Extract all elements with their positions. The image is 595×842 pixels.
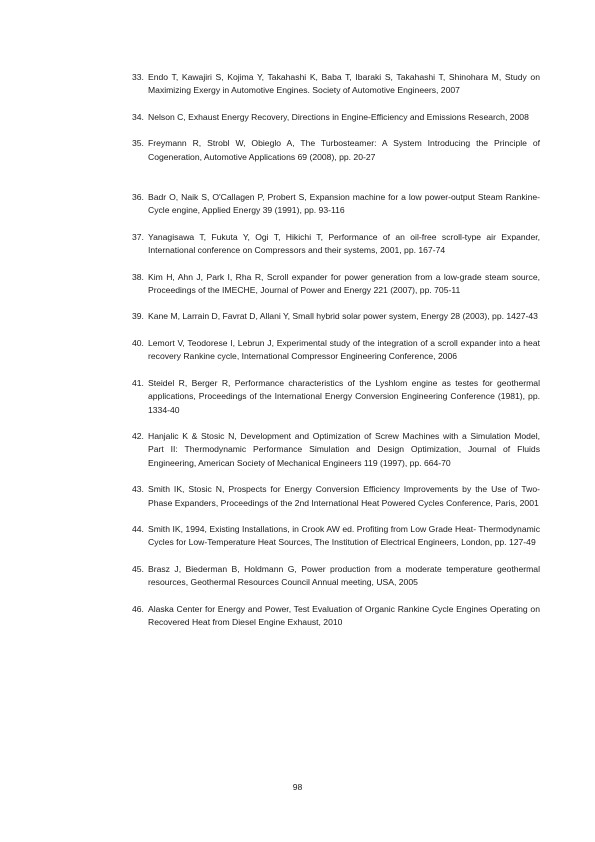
reference-item <box>132 603 540 630</box>
reference-text: Yanagisawa T, Fukuta Y, Ogi T, Hikichi T, Performance of an oil-free scroll-type air Expander, International conference on Compressors and their systems, 2001, pp. 167-74 <box>148 231 540 256</box>
reference-text: Steidel R, Berger R, Performance characteristics of the Lyshlom engine as testes for geothermal applications, Proceedings of the International Energy Conversion Engineering Conference (1981), pp. 1334-40 <box>148 377 540 415</box>
reference-number: 42. <box>132 430 144 441</box>
reference-number: 43. <box>132 484 144 495</box>
reference-item <box>132 111 540 124</box>
reference-text: Smith IK, 1994, Existing Installations, in Crook AW ed. Profiting from Low Grade Heat- Thermodynamic Cycles for Low-Temperature Heat Sources, The Institution of Electrical Engineers, London, pp. 127-49 <box>148 523 540 548</box>
reference-item <box>132 191 540 218</box>
page-number: 98 <box>292 782 303 792</box>
reference-list <box>132 71 540 642</box>
reference-text: Alaska Center for Energy and Power, Test Evaluation of Organic Rankine Cycle Engines Operating on Recovered Heat from Diesel Engine Exhaust, 2010 <box>148 603 540 627</box>
reference-text: Kane M, Larrain D, Favrat D, Allani Y, Small hybrid solar power system, Energy 28 (2003), pp. 1427-43 <box>148 311 538 322</box>
reference-item <box>132 483 540 510</box>
reference-number: 41. <box>132 377 144 388</box>
reference-item <box>132 231 540 258</box>
reference-number: 36. <box>132 192 144 203</box>
reference-text: Endo T, Kawajiri S, Kojima Y, Takahashi K, Baba T, Ibaraki S, Takahashi T, Shinohara M, Study on Maximizing Exergy in Automotive Engines. Society of Automotive Engineers, 2007 <box>148 72 540 96</box>
reference-text: Hanjalic K & Stosic N, Development and Optimization of Screw Machines with a Simulation Model, Part II: Thermodynamic Performance Simulation and Design Optimization, Journal of Fluids Engineering, American Society of Mechanical Engineers 119 (1997), pp. 664-70 <box>148 430 540 468</box>
reference-item <box>132 563 540 590</box>
reference-text: Smith IK, Stosic N, Prospects for Energy Conversion Efficiency Improvements by the Use of Two-Phase Expanders, Proceedings of the 2nd International Heat Powered Cycles Conference, Paris, 2001 <box>148 484 540 508</box>
reference-text: Freymann R, Strobl W, Obieglo A, The Turbosteamer: A System Introducing the Principle of Cogeneration, Automotive Applications 69 (2008), pp. 20-27 <box>148 138 540 162</box>
reference-item <box>132 430 540 470</box>
reference-item <box>132 71 540 98</box>
reference-item <box>132 523 540 550</box>
reference-text: Nelson C, Exhaust Energy Recovery, Directions in Engine-Efficiency and Emissions Research, 2008 <box>148 111 529 122</box>
reference-text: Lemort V, Teodorese I, Lebrun J, Experimental study of the integration of a scroll expander into a heat recovery Rankine cycle, International Compressor Engineering Conference, 2006 <box>148 337 540 362</box>
reference-number: 33. <box>132 72 144 82</box>
reference-item <box>132 271 540 298</box>
reference-item <box>132 310 540 323</box>
reference-number: 39. <box>132 311 144 322</box>
reference-number: 45. <box>132 563 144 574</box>
reference-text: Brasz J, Biederman B, Holdmann G, Power production from a moderate temperature geothermal resources, Geothermal Resources Council Annual meeting, USA, 2005 <box>148 563 540 588</box>
reference-number: 40. <box>132 337 144 348</box>
reference-number: 44. <box>132 523 144 534</box>
reference-item <box>132 337 540 364</box>
reference-item <box>132 137 540 164</box>
reference-number: 46. <box>132 603 144 614</box>
reference-text: Badr O, Naik S, O'Callagen P, Probert S, Expansion machine for a low power-output Steam Rankine-Cycle engine, Applied Energy 39 (1991), pp. 93-116 <box>148 192 540 216</box>
reference-text: Kim H, Ahn J, Park I, Rha R, Scroll expander for power generation from a low-grade steam source, Proceedings of the IMECHE, Journal of Power and Energy 221 (2007), pp. 705-11 <box>148 271 540 296</box>
reference-number: 35. <box>132 138 144 149</box>
reference-item <box>132 377 540 417</box>
reference-number: 37. <box>132 231 144 242</box>
reference-number: 34. <box>132 111 144 122</box>
reference-number: 38. <box>132 271 144 282</box>
